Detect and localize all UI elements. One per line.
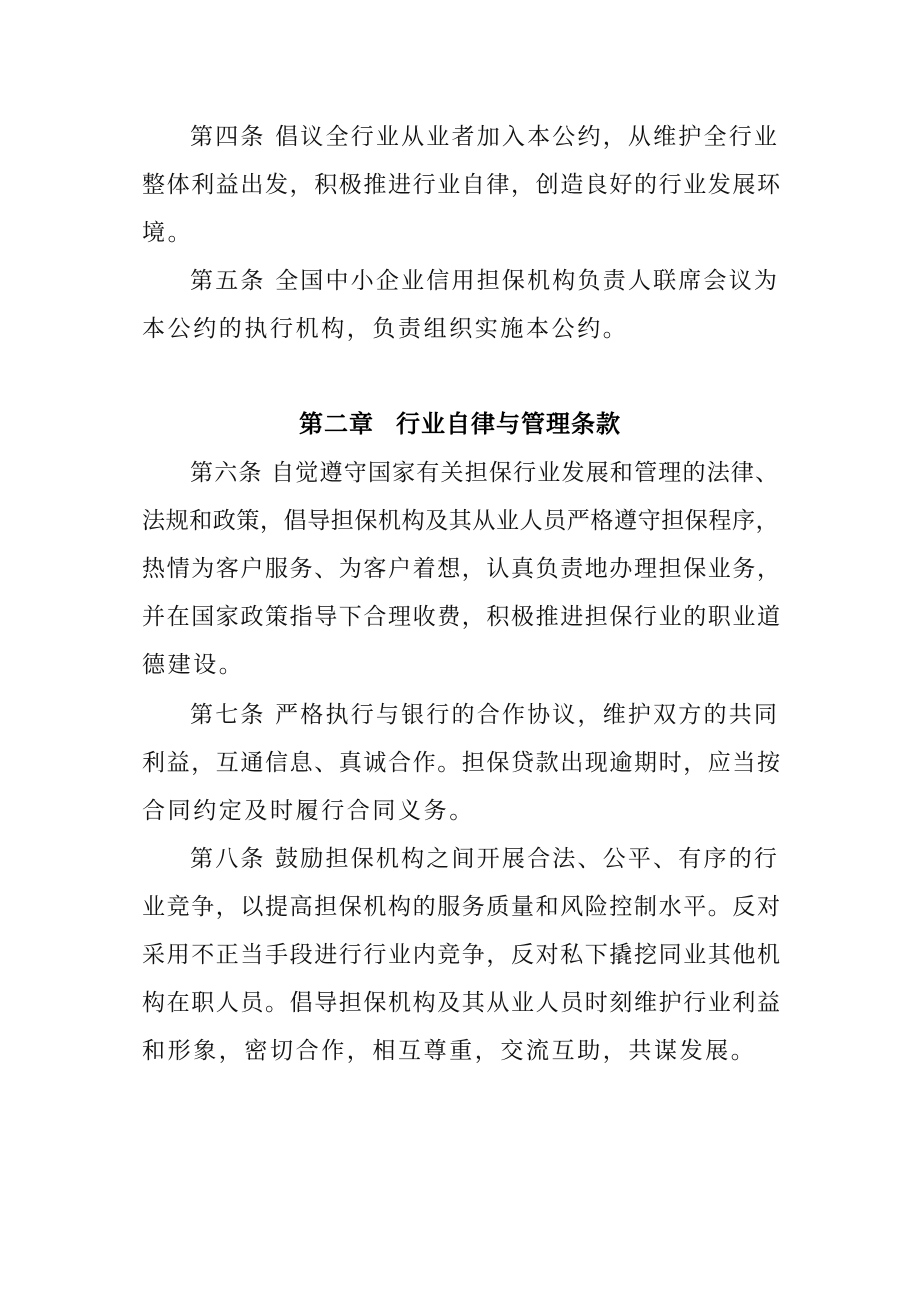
chapter-title: 行业自律与管理条款 bbox=[396, 410, 621, 438]
article-5-line-2: 本公约的执行机构，负责组织实施本公约。 bbox=[142, 316, 629, 342]
article-8-line-2: 业竞争，以提高担保机构的服务质量和风险控制水平。反对 bbox=[142, 894, 782, 920]
article-7-line-3: 合同约定及时履行合同义务。 bbox=[142, 798, 475, 824]
article-8-line-5: 和形象，密切合作，相互尊重，交流互助，共谋发展。 bbox=[142, 1038, 757, 1064]
article-6-line-5: 德建设。 bbox=[142, 652, 245, 678]
article-8-line-1: 第八条 鼓励担保机构之间开展合法、公平、有序的行 bbox=[190, 846, 780, 872]
article-6-line-2: 法规和政策，倡导担保机构及其从业人员严格遵守担保程序， bbox=[142, 508, 780, 534]
article-8-line-3: 采用不正当手段进行行业内竞争，反对私下撬挖同业其他机 bbox=[142, 942, 782, 968]
article-7-line-2: 利益，互通信息、真诚合作。担保贷款出现逾期时，应当按 bbox=[142, 750, 782, 776]
article-6-line-3: 热情为客户服务、为客户着想，认真负责地办理担保业务， bbox=[142, 556, 782, 582]
article-5-line-1: 第五条 全国中小企业信用担保机构负责人联席会议为 bbox=[190, 268, 780, 294]
article-4-line-3: 境。 bbox=[142, 220, 194, 246]
article-6-line-1: 第六条 自觉遵守国家有关担保行业发展和管理的法律、 bbox=[190, 460, 780, 486]
article-4-line-2: 整体利益出发，积极推进行业自律，创造良好的行业发展环 bbox=[142, 172, 782, 198]
chapter-heading bbox=[0, 408, 920, 440]
article-8-line-4: 构在职人员。倡导担保机构及其从业人员时刻维护行业利益 bbox=[142, 990, 782, 1016]
article-6-line-4: 并在国家政策指导下合理收费，积极推进担保行业的职业道 bbox=[142, 604, 782, 630]
article-4-line-1: 第四条 倡议全行业从业者加入本公约，从维护全行业 bbox=[190, 124, 780, 150]
chapter-number: 第二章 bbox=[299, 410, 374, 438]
article-7-line-1: 第七条 严格执行与银行的合作协议，维护双方的共同 bbox=[190, 702, 780, 728]
